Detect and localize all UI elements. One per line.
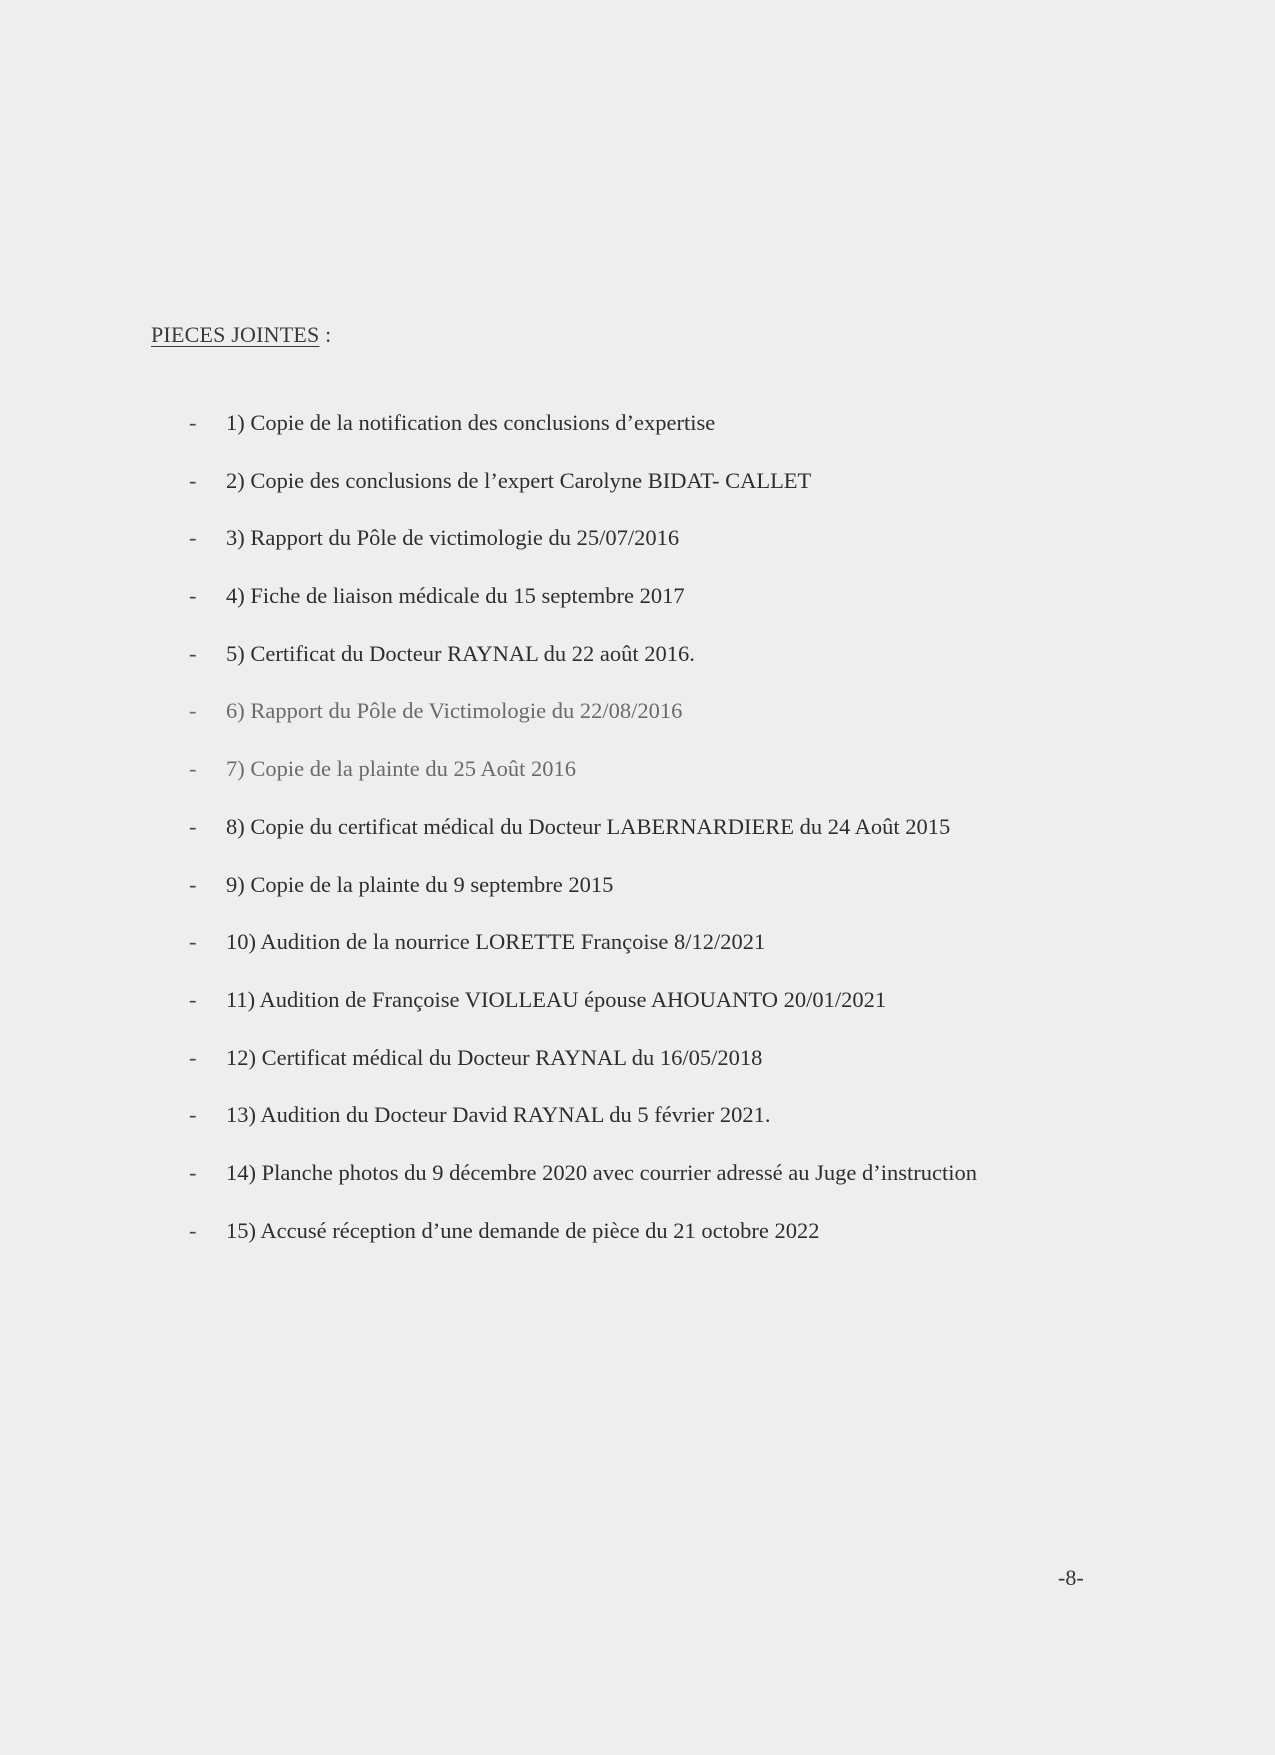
list-bullet: -	[189, 813, 197, 839]
list-item-text: 14) Planche photos du 9 décembre 2020 avec courrier adressé au Juge d’instruction	[226, 1159, 978, 1185]
list-item-text: 8) Copie du certificat médical du Docteur LABERNARDIERE du 24 Août 2015	[226, 813, 951, 839]
list-item-text: 6) Rapport du Pôle de Victimologie du 22/08/2016	[226, 698, 683, 724]
list-item	[0, 754, 1275, 812]
list-item	[0, 408, 1275, 466]
list-item	[0, 466, 1275, 524]
list-item	[0, 1158, 1275, 1216]
list-bullet: -	[189, 525, 197, 551]
list-item-text: 15) Accusé réception d’une demande de pièce du 21 octobre 2022	[226, 1217, 820, 1243]
list-item	[0, 523, 1275, 581]
attachments-heading	[151, 322, 331, 348]
list-item-text: 7) Copie de la plainte du 25 Août 2016	[226, 756, 576, 782]
list-item	[0, 1043, 1275, 1101]
list-bullet: -	[189, 640, 197, 666]
list-item	[0, 639, 1275, 697]
list-item-text: 2) Copie des conclusions de l’expert Carolyne BIDAT- CALLET	[226, 467, 812, 493]
list-item-text: 1) Copie de la notification des conclusions d’expertise	[226, 410, 716, 435]
list-bullet: -	[189, 583, 197, 609]
list-bullet: -	[189, 698, 197, 724]
list-item	[0, 812, 1275, 870]
attachments-list	[0, 408, 1275, 1273]
list-bullet: -	[189, 1159, 197, 1185]
list-item	[0, 1100, 1275, 1158]
list-item	[0, 1216, 1275, 1274]
attachments-heading-title: PIECES JOINTES	[151, 322, 320, 347]
list-bullet: -	[189, 1217, 197, 1243]
list-bullet: -	[189, 756, 197, 782]
list-item-text: 9) Copie de la plainte du 9 septembre 2015	[226, 871, 614, 897]
list-item	[0, 870, 1275, 928]
list-bullet: -	[189, 467, 197, 493]
list-item-text: 12) Certificat médical du Docteur RAYNAL du 16/05/2018	[226, 1044, 763, 1070]
list-item	[0, 985, 1275, 1043]
list-item-text: 11) Audition de Françoise VIOLLEAU épouse AHOUANTO 20/01/2021	[226, 986, 887, 1012]
page-number: -8-	[1058, 1565, 1084, 1590]
list-item-text: 3) Rapport du Pôle de victimologie du 25/07/2016	[226, 525, 680, 551]
list-bullet: -	[189, 410, 197, 435]
list-bullet: -	[189, 871, 197, 897]
list-item-text: 10) Audition de la nourrice LORETTE Françoise 8/12/2021	[226, 929, 766, 955]
attachments-heading-colon: :	[319, 322, 332, 347]
list-item	[0, 927, 1275, 985]
list-item-text: 4) Fiche de liaison médicale du 15 septembre 2017	[226, 583, 685, 609]
list-item	[0, 696, 1275, 754]
list-item-text: 5) Certificat du Docteur RAYNAL du 22 août 2016.	[226, 640, 695, 666]
list-bullet: -	[189, 929, 197, 955]
list-item-text: 13) Audition du Docteur David RAYNAL du 5 février 2021.	[226, 1102, 771, 1128]
list-bullet: -	[189, 1102, 197, 1128]
list-item	[0, 581, 1275, 639]
list-bullet: -	[189, 1044, 197, 1070]
list-bullet: -	[189, 986, 197, 1012]
